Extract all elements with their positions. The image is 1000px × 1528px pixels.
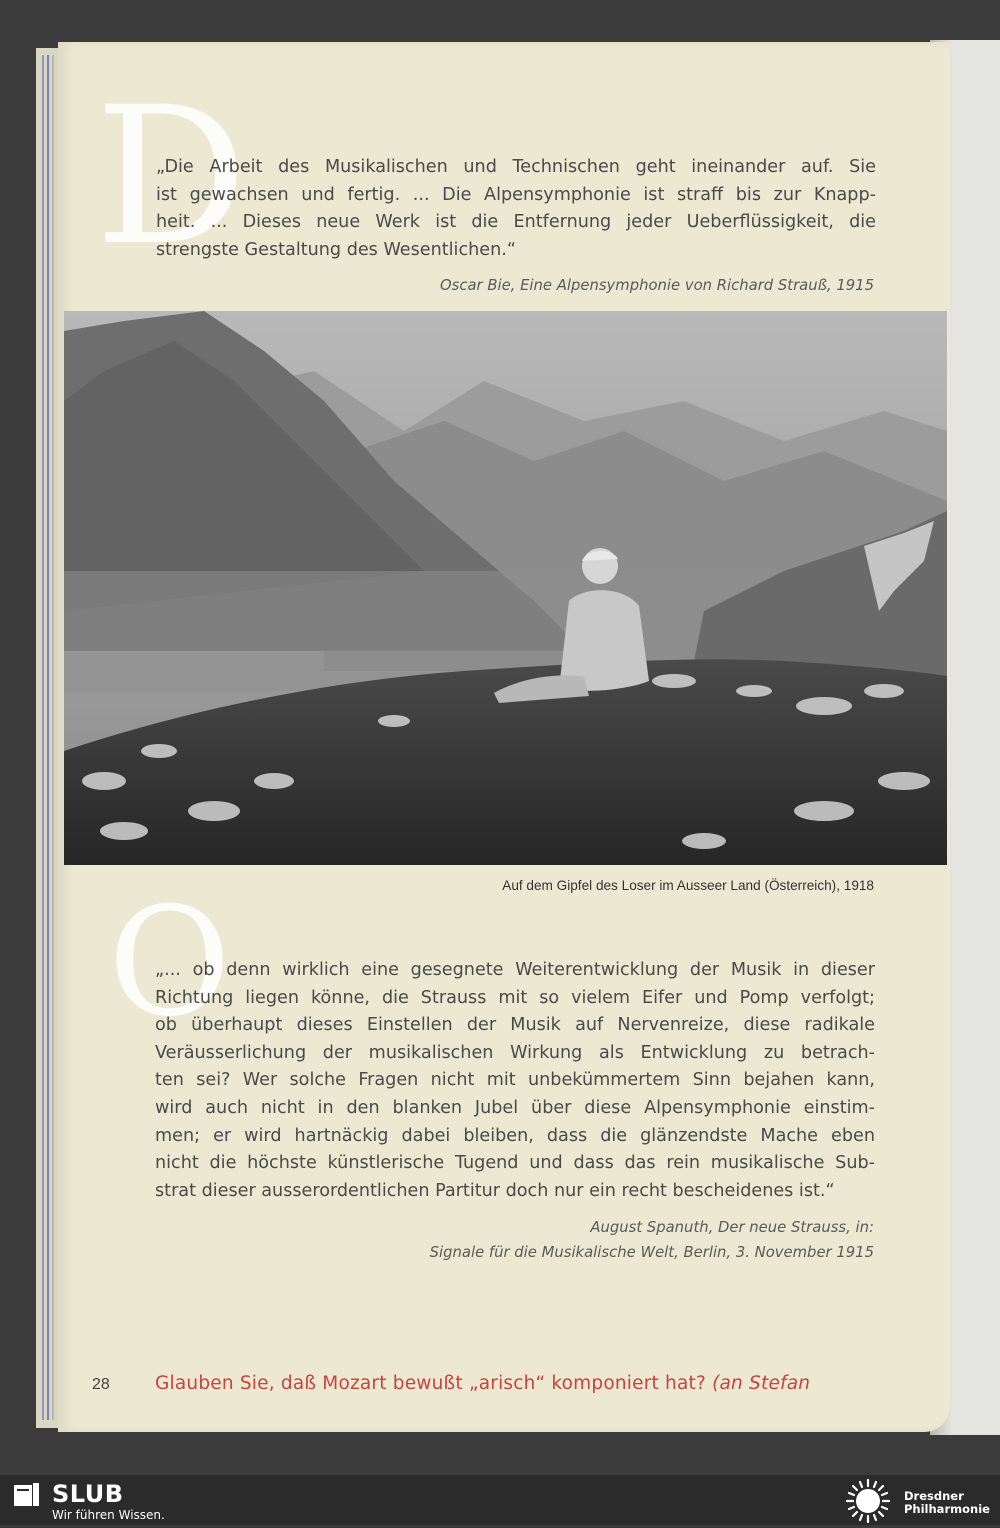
quote-bie xyxy=(156,154,876,264)
running-quote-italic: (an Stefan xyxy=(712,1373,811,1394)
quote-line: „Die Arbeit des Musikalischen und Technischen geht ineinander auf. Sie xyxy=(156,157,876,177)
philharmonie-line: Dresdner xyxy=(904,1489,964,1503)
mountain-photo-illustration xyxy=(64,311,947,865)
running-quote xyxy=(155,1373,810,1394)
quote-line: strengste Gestaltung des Wesentlichen.“ xyxy=(156,239,516,260)
philharmonie-line: Philharmonie xyxy=(904,1502,990,1516)
drop-cap-d: D xyxy=(95,66,248,287)
quote-line: men; er wird hartnäckig dabei bleiben, dass die glänzendste Mache eben xyxy=(155,1125,875,1146)
edge-stripe xyxy=(47,55,49,1420)
photo-strauss-on-loser xyxy=(64,311,947,865)
photo-caption: Auf dem Gipfel des Loser im Ausseer Land (Österreich), 1918 xyxy=(502,878,874,893)
quote-line: Richtung liegen könne, die Strauss mit so vielem Eifer und Pomp verfolgt; xyxy=(155,987,875,1008)
quote-line: ob überhaupt dieses Einstellen der Musik auf Nervenreize, diese radikale xyxy=(155,1015,875,1036)
slub-logo-icon[interactable] xyxy=(12,1482,42,1512)
quote-line: Veräusserlichung der musikalischen Wirkung als Entwicklung zu betrach- xyxy=(155,1042,875,1063)
quote-source-spanuth xyxy=(430,1215,874,1265)
philharmonie-logo-icon[interactable] xyxy=(842,1478,894,1528)
page-number: 28 xyxy=(92,1376,110,1393)
quote-line: ten sei? Wer solche Fragen nicht mit unbekümmertem Sinn bejahen kann, xyxy=(155,1070,875,1091)
slub-tagline: Wir führen Wissen. xyxy=(52,1508,165,1522)
quote-source-bie: Oscar Bie, Eine Alpensymphonie von Richard Strauß, 1915 xyxy=(439,277,874,294)
running-quote-text: Glauben Sie, daß Mozart bewußt „arisch“ komponiert hat? xyxy=(155,1373,706,1394)
quote-line: heit. ... Dieses neue Werk ist die Entfernung jeder Ueberflüssigkeit, die xyxy=(156,212,876,233)
quote-spanuth xyxy=(155,957,875,1205)
slub-logo-name[interactable]: SLUB xyxy=(52,1480,124,1508)
quote-line: strat dieser ausserordentlichen Partitur doch nur ein recht bescheidenes ist.“ xyxy=(155,1180,835,1201)
quote-line: „... ob denn wirklich eine gesegnete Weiterentwicklung der Musik in dieser xyxy=(155,960,875,980)
quote-line: nicht die höchste künstlerische Tugend und dass das rein musikalische Sub- xyxy=(155,1153,875,1174)
source-line: Signale für die Musikalische Welt, Berlin, 3. November 1915 xyxy=(429,1244,874,1261)
quote-line: wird auch nicht in den blanken Jubel über diese Alpensymphonie einstim- xyxy=(155,1097,875,1118)
source-line: August Spanuth, Der neue Strauss, in: xyxy=(590,1219,874,1236)
edge-stripe xyxy=(52,55,54,1420)
drop-cap-o: O xyxy=(108,876,231,1050)
edge-stripe xyxy=(42,55,44,1420)
philharmonie-logo-text[interactable] xyxy=(904,1490,990,1516)
quote-line: ist gewachsen und fertig. ... Die Alpensymphonie ist straff bis zur Knapp- xyxy=(156,184,876,205)
